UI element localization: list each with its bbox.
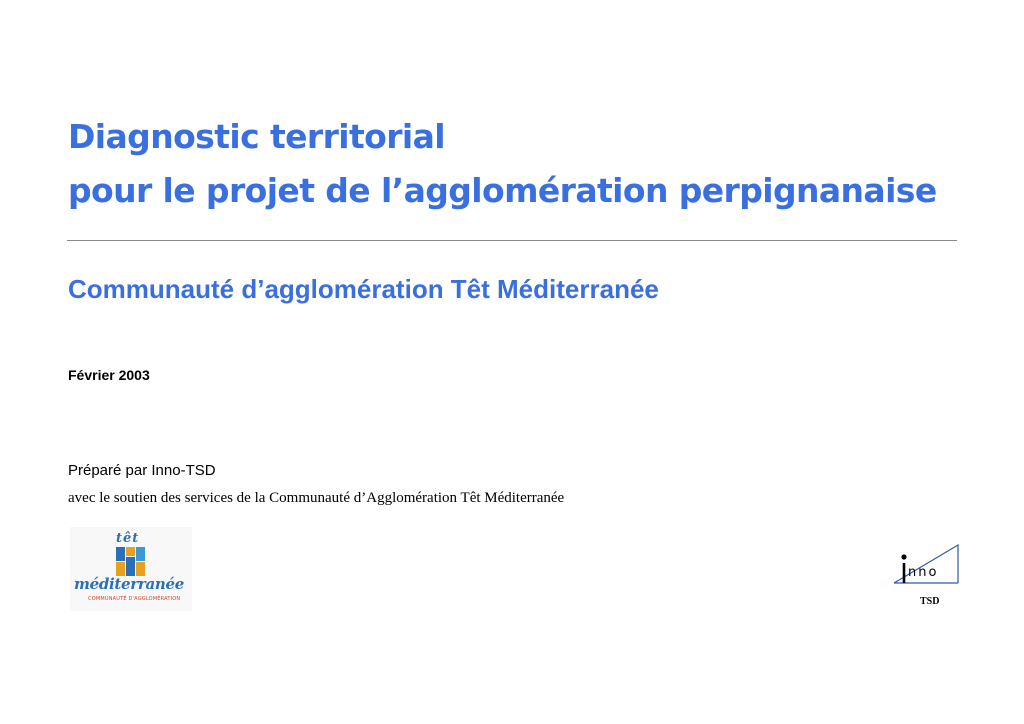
logo-word-tsd: TSD <box>920 596 940 607</box>
document-title-line-2: pour le projet de l’agglomération perpignanaise <box>68 171 937 210</box>
document-title-line-1: Diagnostic territorial <box>68 117 445 156</box>
document-date: Février 2003 <box>68 367 150 383</box>
tet-mediterranee-logo <box>70 527 192 611</box>
document-subtitle: Communauté d’agglomération Têt Méditerranée <box>68 274 659 304</box>
logo-word-mediterranee: méditerranée <box>74 575 184 593</box>
logo-blocks-icon <box>116 547 146 577</box>
logo-word-communaute: COMMUNAUTÉ D'AGGLOMÉRATION <box>88 596 181 602</box>
support-statement: avec le soutien des services de la Communauté d’Agglomération Têt Méditerranée <box>68 490 565 506</box>
title-divider <box>67 240 957 241</box>
logo-word-inno: nno <box>908 565 939 580</box>
prepared-by: Préparé par Inno-TSD <box>68 462 216 479</box>
document-title <box>68 110 937 218</box>
inno-tsd-logo <box>892 543 962 609</box>
logo-word-tet: têt <box>116 531 140 546</box>
